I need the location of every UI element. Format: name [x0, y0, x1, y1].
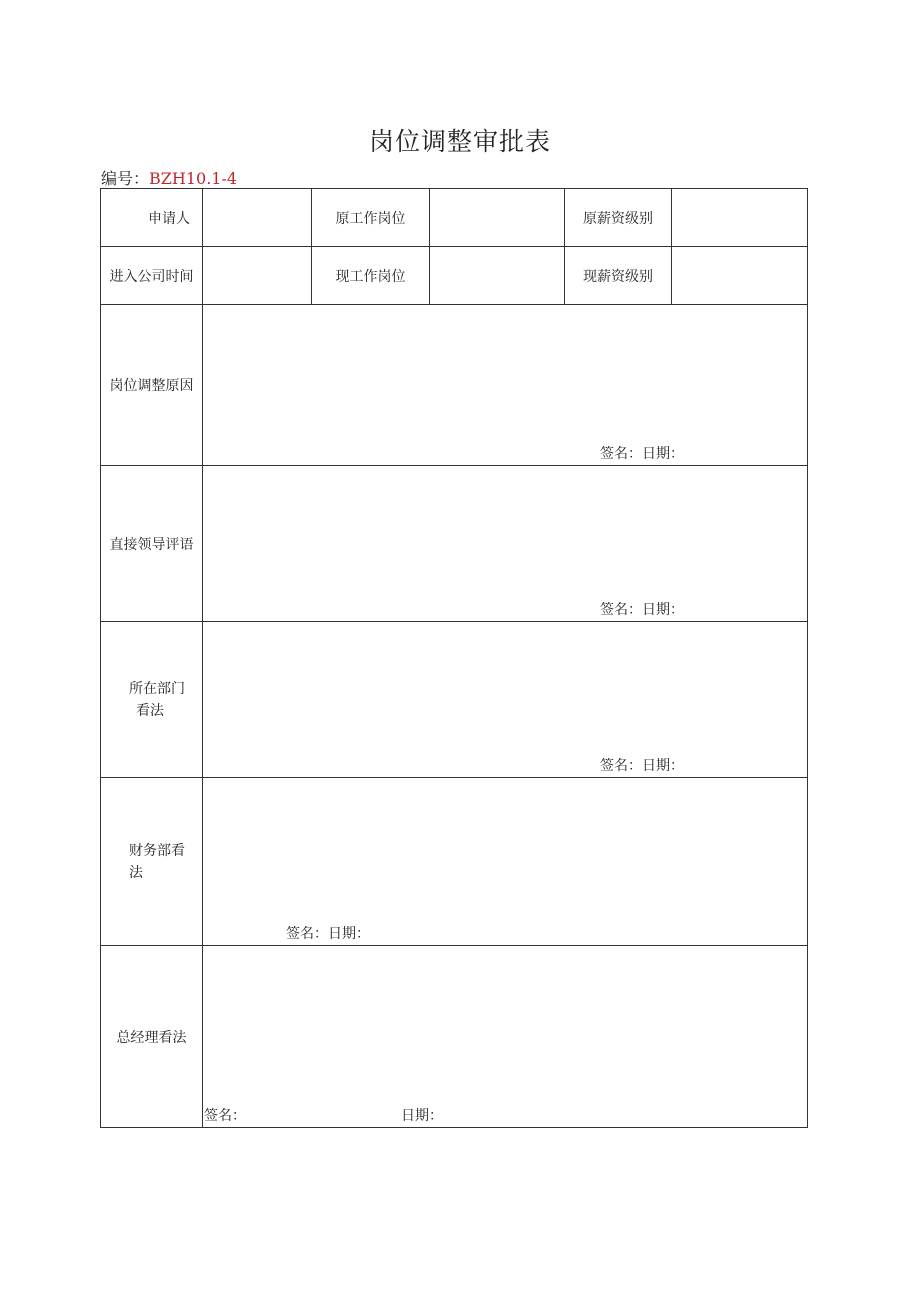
form-row-entry-time [101, 247, 808, 305]
finance-opinion-label-line1: 财务部看 [129, 842, 185, 859]
department-opinion-label [101, 622, 203, 778]
reason-signature-date: 签名：日期： [600, 446, 684, 462]
gm-date-label: 日期： [401, 1108, 443, 1124]
original-position-label: 原工作岗位 [312, 189, 430, 247]
department-opinion-field[interactable] [203, 622, 808, 778]
current-position-label: 现工作岗位 [312, 247, 430, 305]
approval-form-table [100, 188, 808, 1128]
current-salary-level-label: 现薪资级别 [565, 247, 672, 305]
form-row-gm-opinion [101, 946, 808, 1128]
entry-time-field[interactable] [203, 247, 312, 305]
current-salary-level-field[interactable] [672, 247, 808, 305]
gm-opinion-field[interactable] [203, 946, 808, 1128]
applicant-label: 申请人 [101, 189, 203, 247]
finance-opinion-field[interactable] [203, 778, 808, 946]
finance-opinion-label-line2: 法 [129, 864, 143, 881]
original-position-field[interactable] [430, 189, 565, 247]
form-row-department-opinion [101, 622, 808, 778]
form-row-reason [101, 305, 808, 466]
document-number-label: 编号： [101, 169, 150, 188]
page-title: 岗位调整审批表 [368, 127, 551, 156]
current-position-field[interactable] [430, 247, 565, 305]
applicant-field[interactable] [203, 189, 312, 247]
document-number [101, 166, 237, 189]
leader-comment-field[interactable] [203, 466, 808, 622]
document-number-value: BZH10.1-4 [149, 169, 238, 188]
form-row-leader-comment [101, 466, 808, 622]
original-salary-level-field[interactable] [672, 189, 808, 247]
leader-comment-label: 直接领导评语 [101, 466, 203, 622]
form-row-applicant [101, 189, 808, 247]
department-opinion-label-line1: 所在部门 [129, 680, 185, 697]
finance-opinion-label [101, 778, 203, 946]
department-signature-date: 签名：日期： [600, 758, 684, 774]
form-row-finance-opinion [101, 778, 808, 946]
gm-signature-label: 签名： [204, 1108, 246, 1124]
entry-time-label: 进入公司时间 [101, 247, 203, 305]
original-salary-level-label: 原薪资级别 [565, 189, 672, 247]
leader-signature-date: 签名：日期： [600, 602, 684, 618]
gm-opinion-label: 总经理看法 [101, 946, 203, 1128]
finance-signature-date: 签名：日期： [286, 926, 370, 942]
department-opinion-label-line2: 看法 [136, 702, 164, 719]
adjustment-reason-label: 岗位调整原因 [101, 305, 203, 466]
adjustment-reason-field[interactable] [203, 305, 808, 466]
